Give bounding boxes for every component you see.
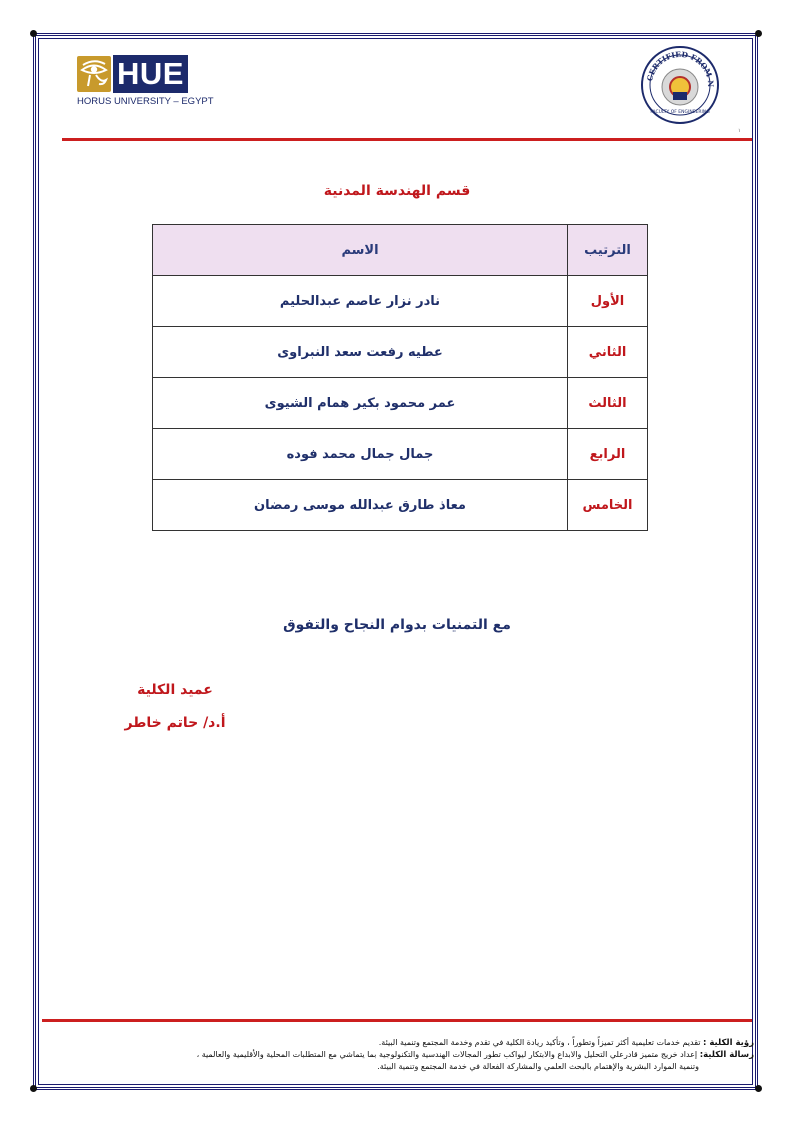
border-corner <box>30 1085 37 1092</box>
table-row <box>153 276 648 327</box>
name-cell: عمر محمود بكير همام الشيوى <box>153 378 568 429</box>
name-cell: نادر نزار عاصم عبدالحليم <box>153 276 568 327</box>
table-row <box>153 327 648 378</box>
department-title: قسم الهندسة المدنية <box>323 183 471 199</box>
faculty-seal <box>640 45 720 125</box>
header-divider <box>62 138 752 141</box>
table-row <box>153 429 648 480</box>
header-name: الاسم <box>153 225 568 276</box>
table-row <box>153 480 648 531</box>
ranking-table <box>152 224 648 531</box>
dean-name: أ.د/ حاتم خاطر <box>124 715 226 731</box>
header-rank: الترتيب <box>568 225 648 276</box>
page-mark: ١ <box>738 128 741 134</box>
rank-cell: الثالث <box>568 378 648 429</box>
name-cell: عطيه رفعت سعد النبراوى <box>153 327 568 378</box>
border-corner <box>755 1085 762 1092</box>
border-corner <box>755 30 762 37</box>
mission-line-2 <box>60 1061 754 1072</box>
seal-inner-text: FACULTY OF ENGINEERING <box>650 110 710 115</box>
rank-cell: الثاني <box>568 327 648 378</box>
rank-cell: الأول <box>568 276 648 327</box>
rank-cell: الرابع <box>568 429 648 480</box>
vision-text: تقديم خدمات تعليمية أكثر تميزاً وتطوراً ، وتأكيد ريادة الكلية في تقدم وخدمة المجتمع وتنمية البيئة. <box>378 1038 701 1047</box>
rank-cell: الخامس <box>568 480 648 531</box>
mission-line <box>60 1049 754 1061</box>
university-logo <box>77 55 214 115</box>
footer-divider <box>42 1019 752 1022</box>
vision-line <box>60 1037 754 1049</box>
footer <box>60 1037 754 1072</box>
mission-text: إعداد خريج متميز قادرعلي التحليل والابداع والابتكار ليواكب تطور المجالات الهندسية والتكنولوجية بما يتماشي مع المتطلبات المحلية والأقليمية والعالمية ، <box>196 1050 698 1059</box>
name-cell: جمال جمال محمد فوده <box>153 429 568 480</box>
eye-of-horus-icon <box>77 56 111 92</box>
vision-label: رؤية الكلية : <box>703 1038 754 1048</box>
table-row <box>153 378 648 429</box>
wishes-text: مع التمنيات بدوام النجاح والتفوق <box>283 617 511 633</box>
border-corner <box>30 30 37 37</box>
table-header-row <box>153 225 648 276</box>
name-cell: معاذ طارق عبدالله موسى رمضان <box>153 480 568 531</box>
dean-title: عميد الكلية <box>137 682 213 698</box>
mission-text-2: وتنمية الموارد البشرية والإهتمام بالبحث العلمي والمشاركة الفعالة في خدمة المجتمع وتنمية البيئة. <box>377 1062 699 1071</box>
logo-wordmark: HUE <box>113 55 188 93</box>
mission-label: رسالة الكلية: <box>699 1050 754 1060</box>
logo-subtitle: HORUS UNIVERSITY – EGYPT <box>77 96 214 107</box>
seal-text: CERTIFIED FROM N <box>645 49 716 88</box>
